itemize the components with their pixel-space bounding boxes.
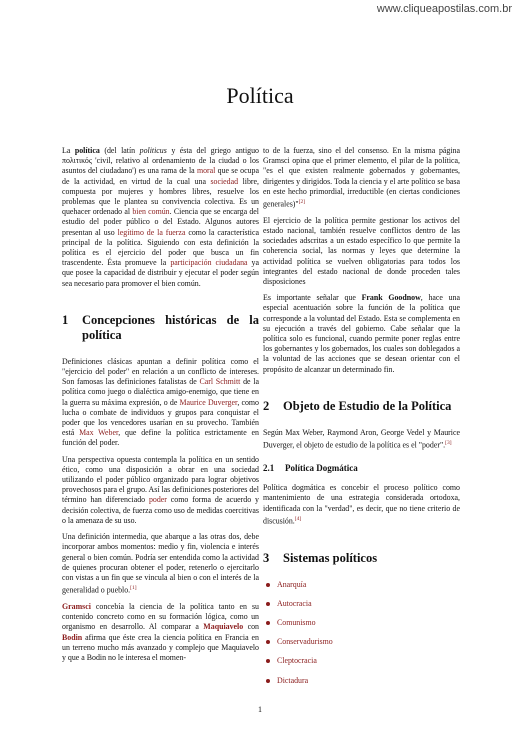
paragraph — [263, 483, 460, 526]
bold-term: política — [74, 146, 100, 155]
subsection-heading — [263, 463, 460, 473]
link-carl-schmitt[interactable]: Carl Schmitt — [199, 377, 241, 387]
text: La — [62, 146, 75, 155]
paragraph: El ejercicio de la política permite gestionar los activos del estado nacional, también resuelve conflictos dentro de las sociedades adscritas a un estado específico lo que permite la coherencia social, las normas y leyes que determine la actividad política se vuelven obligatorias para todos los integrantes del estado nacional de donde proceden tales disposiciones — [263, 215, 460, 287]
section-number: 3 — [263, 550, 270, 565]
text: que se ocupa de la actividad, en virtud de la cual una — [62, 166, 259, 186]
text: ya que posee la capacidad de distribuir y ejecutar el poder según sea necesario para promover el bien común. — [62, 258, 260, 288]
link-poder[interactable]: poder — [148, 495, 167, 505]
subsection-title: Política Dogmática — [285, 462, 358, 473]
page-title: Política — [226, 83, 294, 108]
link-gramsci[interactable]: Gramsci — [62, 601, 91, 611]
link-anarquia[interactable]: Anarquía — [277, 579, 307, 589]
text: . Ciencia que se encarga del estudio del poder público o del Estado. Algunos autores presentan al uso — [62, 207, 259, 237]
section-number: 1 — [62, 312, 69, 327]
section-3-heading — [263, 551, 460, 566]
section-title: Sistemas políticos — [283, 550, 378, 565]
section-title: Objeto de Estudio de la Política — [283, 398, 452, 413]
subsection-number: 2.1 — [263, 462, 275, 473]
link-max-weber[interactable]: Max Weber — [79, 428, 119, 438]
paragraph — [62, 602, 259, 663]
text: (del latín — [99, 146, 140, 155]
text: con — [243, 622, 259, 632]
text: Según Max Weber, Raymond Aron, George Vedel y Maurice Duverger, el objeto de estudio de la política es el "poder". — [263, 427, 460, 450]
link-comunismo[interactable]: Comunismo — [277, 617, 316, 627]
text: Es importante señalar que — [263, 293, 362, 303]
text: Definiciones clásicas apuntan a definir política como el "ejercicio del poder" en relación a un conflicto de intereses. Son famosas las definiciones fatalistas de — [62, 356, 259, 387]
systems-list — [263, 580, 460, 686]
text: , hace una especial acentuación sobre la función de la política que corresponde a la voluntad del Estado. Esta se complementa en su ejecución a través del gobierno. Cabe señalar que la política solo es funcional, cuando permite poner reglas entre los gobernantes y los gobernados, los cuales son doblegados a la voluntad de las acciones que se desean orientar con el propósito de alcanzar un determinado fin. — [263, 293, 461, 374]
paragraph — [263, 428, 460, 451]
text: , que define la política estrictamente en función del poder. — [62, 428, 259, 448]
list-item — [263, 580, 460, 590]
text: como forma de acuerdo y decisión colectiva, de fuerza como uso de medidas coercitivas o la amenaza de su uso. — [62, 495, 259, 525]
list-item — [263, 637, 460, 647]
reference-link[interactable]: [3] — [445, 440, 452, 447]
link-bien-comun[interactable]: bien común — [132, 207, 170, 217]
section-1-heading — [62, 313, 259, 343]
intro-paragraph — [62, 146, 259, 289]
list-item — [263, 618, 460, 628]
link-dictadura[interactable]: Dictadura — [277, 675, 309, 685]
link-autocracia[interactable]: Autocracia — [277, 598, 312, 608]
list-item — [263, 676, 460, 686]
text: de la política como juego o dialéctica amigo-enemigo, que tiene en la guerra su máxima expresión, o de — [62, 377, 260, 407]
text: como la característica principal de la política. Siguiendo con esta definición la política es el ejercicio del poder que busca un fin trascendente. Ésta promueve la — [62, 227, 259, 268]
bold-term: Frank Goodnow — [361, 293, 421, 303]
page-number: 1 — [258, 705, 262, 714]
paragraph — [263, 293, 460, 375]
paragraph — [62, 532, 259, 596]
latin-term: politicus — [139, 146, 167, 155]
watermark: www.cliqueapostilas.com.br — [376, 3, 512, 15]
reference-link[interactable]: [4] — [294, 515, 302, 522]
link-legitimo-fuerza[interactable]: legítimo de la fuerza — [117, 227, 186, 237]
text: Política dogmática es concebir el proceso político como mantenimiento de una estrategia considerada ortodoxa, identificada con la "verdad", es decir, que no tiene criterio de discusión. — [263, 483, 460, 526]
link-conservadurismo[interactable]: Conservadurismo — [277, 637, 333, 647]
text: afirma que éste crea la ciencia política en Francia en un terreno mucho más avanzado y complejo que Maquiavelo y que a Bodin no le interesa el momen- — [62, 632, 259, 662]
section-title: Concepciones históricas de la política — [82, 312, 259, 342]
text: Una definición intermedia, que abarque a las otras dos, debe incorporar ambos momentos: medio y fin, violencia e interés general o bien común. Podría ser entendida como la actividad de quienes procuran obtener el poder, retenerlo o ejercitarlo con vistas a un fin que se vincula al bien o con el interés de la generalidad o pueblo. — [62, 532, 259, 595]
text: , como lucha o combate de individuos y grupos para conquistar el poder que los vencedores usarían en su provecho. También está — [62, 397, 259, 438]
left-column — [62, 146, 259, 669]
text: to de la fuerza, sino el del consenso. En la misma página Gramsci opina que el primer elemento, el pilar de la política, "es el que existen realmente gobernados y gobernantes, dirigentes y dirigidos. Toda la ciencia y el arte político se basa en este hecho primordial, irreductible (en ciertas condiciones generales)" — [263, 146, 460, 209]
reference-link[interactable]: [1] — [130, 585, 137, 592]
link-maurice-duverger[interactable]: Maurice Duverger — [179, 397, 238, 407]
link-cleptocracia[interactable]: Cleptocracia — [277, 656, 317, 666]
text: Una perspectiva opuesta contempla la política en un sentido ético, como una disposición a obrar en una sociedad utilizando el poder público organizado para lograr objetivos provechosos para el grupo. Así las definiciones posteriores del término han diferenciado — [62, 454, 259, 505]
link-sociedad[interactable]: sociedad — [210, 176, 239, 186]
paragraph — [62, 357, 259, 449]
link-maquiavelo[interactable]: Maquiavelo — [203, 622, 244, 632]
section-number: 2 — [263, 398, 270, 413]
link-moral[interactable]: moral — [196, 166, 216, 176]
text: y ésta del griego antiguo πολιτικός 'civil, relativo al ordenamiento de la ciudad o los asuntos del ciudadano') es una rama de la — [62, 146, 259, 176]
text: libre, compuesta por mujeres y hombres libres, resuelve los problemas que le plantea su convivencia colectiva. Es un quehacer ordenado al — [62, 176, 260, 217]
text: concebía la ciencia de la política tanto en su contenido concreto como en su formación lógica, como un organismo en desarrollo. Al comparar a — [62, 601, 259, 632]
right-column — [263, 146, 460, 695]
link-participacion[interactable]: participación ciudadana — [170, 258, 248, 268]
list-item — [263, 599, 460, 609]
paragraph — [263, 146, 460, 210]
list-item — [263, 656, 460, 666]
reference-link[interactable]: [2] — [298, 199, 306, 206]
section-2-heading — [263, 399, 460, 414]
paragraph — [62, 455, 259, 526]
link-bodin[interactable]: Bodin — [62, 632, 83, 642]
